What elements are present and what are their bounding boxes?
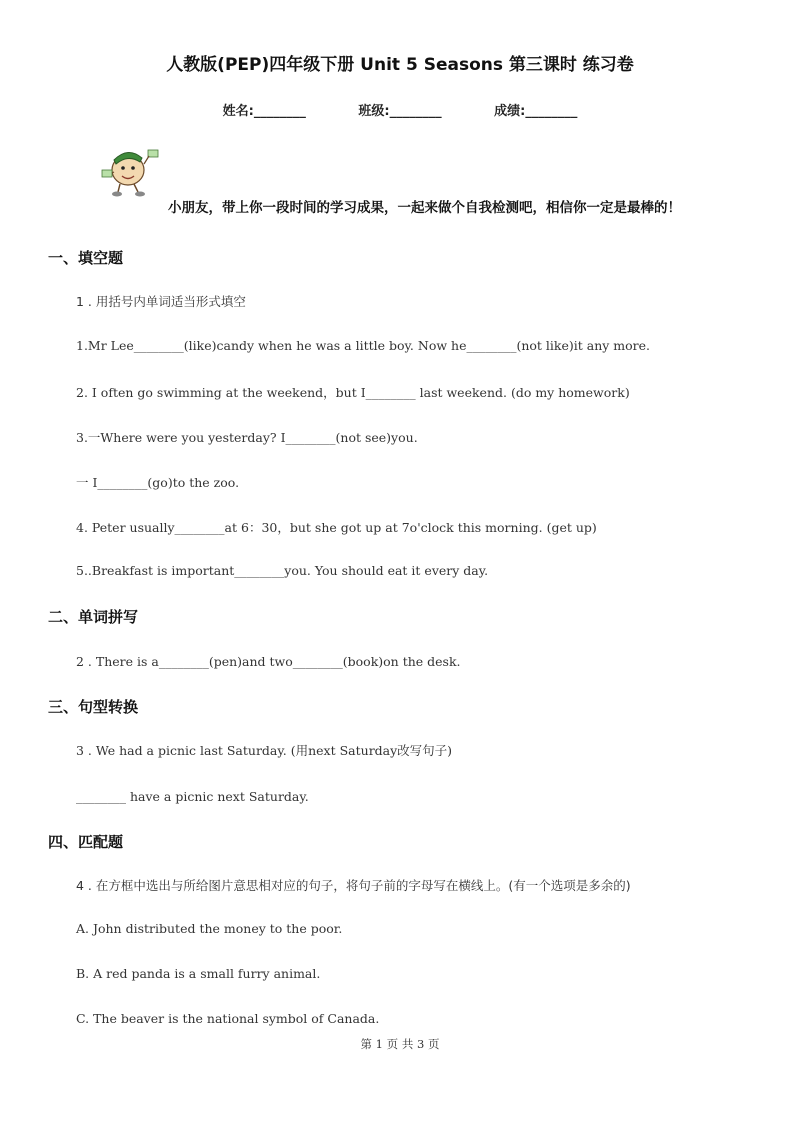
section-matching: 四、匹配题	[48, 833, 124, 851]
question-3: 3 . We had a picnic last Saturday. (用next Saturday改写句子)	[76, 743, 453, 758]
greeting-text: 小朋友，带上你一段时间的学习成果，一起来做个自我检测吧，相信你一定是最棒的！	[168, 200, 681, 216]
name-field: 姓名:________	[222, 104, 306, 119]
class-field: 班级:________	[358, 104, 442, 119]
option-b: B. A red panda is a small furry animal.	[76, 966, 321, 981]
section-fill-blank: 一、填空题	[48, 249, 124, 267]
question-1-item-1: 1.Mr Lee________(like)candy when he was a little boy. Now he________(not like)it any more.	[76, 338, 651, 353]
question-1-item-4: 4. Peter usually________at 6：30，but she got up at 7o'clock this morning. (get up)	[76, 520, 597, 535]
page-footer: 第 1 页 共 3 页	[360, 1037, 440, 1051]
section-spelling: 二、单词拼写	[48, 608, 139, 626]
section-transform: 三、句型转换	[48, 698, 139, 716]
question-1-item-5: 5..Breakfast is important________you. You should eat it every day.	[76, 563, 489, 578]
option-c: C. The beaver is the national symbol of Canada.	[76, 1011, 380, 1026]
question-1-item-2: 2. I often go swimming at the weekend，but I________ last weekend. (do my homework)	[76, 385, 630, 400]
question-4-title: 4 . 在方框中选出与所给图片意思相对应的句子，将句子前的字母写在横线上。(有一个选项是多余的)	[76, 878, 631, 893]
student-info	[0, 100, 800, 119]
page-title: 人教版(PEP)四年级下册 Unit 5 Seasons 第三课时 练习卷	[166, 55, 634, 75]
question-2: 2 . There is a________(pen)and two________(book)on the desk.	[76, 654, 461, 669]
mascot-illustration	[100, 140, 164, 200]
option-a: A. John distributed the money to the poor.	[76, 921, 343, 936]
question-1-item-3-answer: 一 I________(go)to the zoo.	[76, 475, 240, 490]
question-3-answer: ________ have a picnic next Saturday.	[76, 789, 309, 804]
question-1-title: 1 . 用括号内单词适当形式填空	[76, 294, 246, 309]
question-1-item-3: 3.一Where were you yesterday? I________(not see)you.	[76, 430, 418, 445]
score-field: 成绩:________	[494, 104, 578, 119]
